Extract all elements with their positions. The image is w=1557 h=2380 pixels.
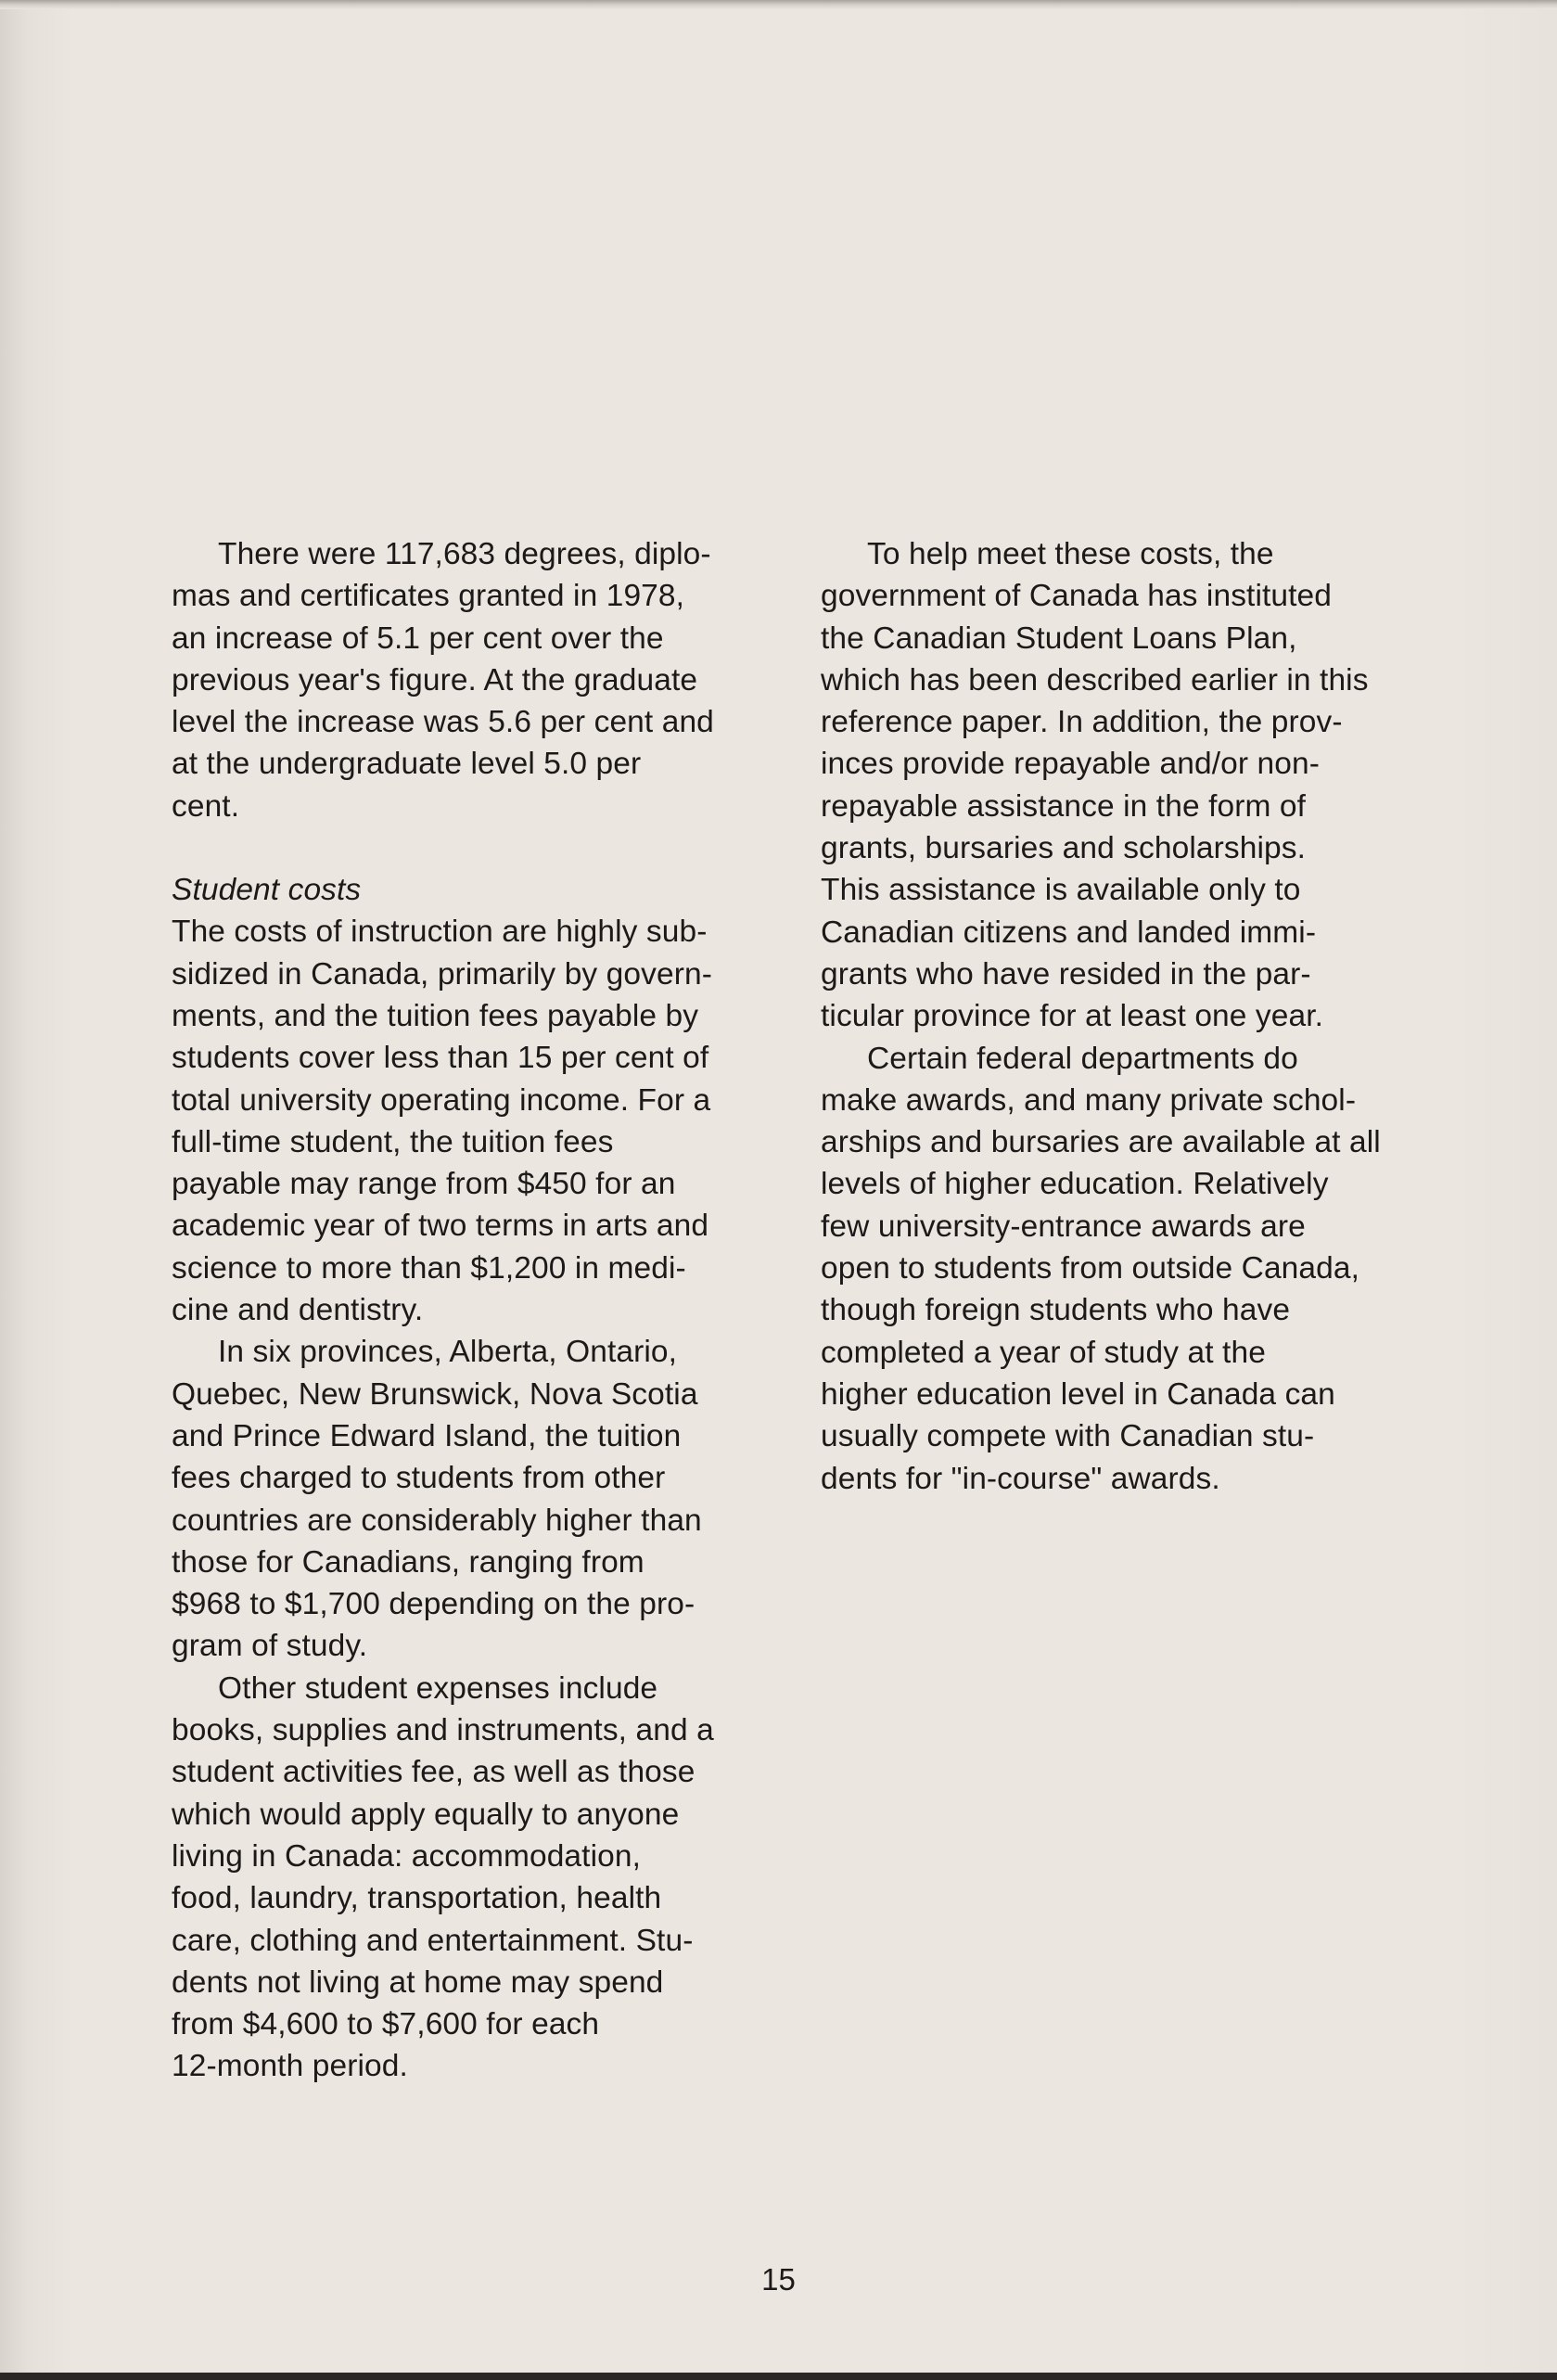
text-line: which has been described earlier in this <box>821 662 1369 697</box>
text-line: science to more than $1,200 in medi- <box>172 1250 686 1286</box>
text-line: grants who have resided in the par- <box>821 956 1311 992</box>
text-line: ticular province for at least one year. <box>821 999 1324 1034</box>
page-bottom-edge <box>0 2373 1557 2380</box>
text-line: and Prince Edward Island, the tuition <box>172 1418 682 1453</box>
text-line: total university operating income. For a <box>172 1082 711 1118</box>
text-line: care, clothing and entertainment. Stu- <box>172 1923 694 1958</box>
text-line: the Canadian Student Loans Plan, <box>821 621 1297 656</box>
text-line: previous year's figure. At the graduate <box>172 662 698 697</box>
text-line: repayable assistance in the form of <box>821 788 1307 824</box>
text-line: mas and certificates granted in 1978, <box>172 579 685 614</box>
text-line: government of Canada has instituted <box>821 579 1333 614</box>
text-line: books, supplies and instruments, and a <box>172 1713 714 1748</box>
text-line: which would apply equally to anyone <box>172 1797 680 1832</box>
text-line: arships and bursaries are available at all <box>821 1125 1381 1160</box>
text-line: This assistance is available only to <box>821 873 1301 908</box>
text-line: higher education level in Canada can <box>821 1376 1335 1412</box>
text-line: Quebec, New Brunswick, Nova Scotia <box>172 1376 698 1412</box>
text-line: Other student expenses include <box>218 1670 658 1706</box>
paragraph-degrees <box>172 533 784 827</box>
text-line: level the increase was 5.6 per cent and <box>172 705 714 740</box>
text-line: an increase of 5.1 per cent over the <box>172 621 664 656</box>
right-column <box>821 533 1433 1500</box>
text-line: food, laundry, transportation, health <box>172 1881 662 1916</box>
text-line: In six provinces, Alberta, Ontario, <box>218 1335 678 1370</box>
text-line: ments, and the tuition fees payable by <box>172 998 699 1033</box>
text-line: cine and dentistry. <box>172 1293 424 1328</box>
text-line: levels of higher education. Relatively <box>821 1167 1329 1202</box>
text-line: make awards, and many private schol- <box>821 1082 1357 1118</box>
text-line: few university-entrance awards are <box>821 1209 1306 1244</box>
paragraph-costs-of-instruction <box>172 911 784 1331</box>
text-line: academic year of two terms in arts and <box>172 1209 709 1244</box>
text-line: sidized in Canada, primarily by govern- <box>172 956 712 992</box>
text-line: students cover less than 15 per cent of <box>172 1041 709 1076</box>
text-line: cent. <box>172 788 240 824</box>
text-line: open to students from outside Canada, <box>821 1251 1360 1286</box>
text-line: Certain federal departments do <box>867 1041 1298 1076</box>
text-line: To help meet these costs, the <box>867 537 1274 571</box>
text-line: grants, bursaries and scholarships. <box>821 831 1307 866</box>
text-line: payable may range from $450 for an <box>172 1167 676 1202</box>
paragraph-federal-awards <box>821 1038 1433 1500</box>
text-line: living in Canada: accommodation, <box>172 1838 641 1874</box>
paragraph-other-expenses <box>172 1668 784 2088</box>
text-line: from $4,600 to $7,600 for each <box>172 2007 600 2042</box>
text-line: fees charged to students from other <box>172 1461 666 1496</box>
text-line: completed a year of study at the <box>821 1335 1266 1370</box>
text-line: full-time student, the tuition fees <box>172 1124 614 1159</box>
paragraph-student-loans <box>821 533 1433 1038</box>
text-line: though foreign students who have <box>821 1293 1291 1328</box>
page-number: 15 <box>761 2262 796 2297</box>
text-line: those for Canadians, ranging from <box>172 1544 644 1580</box>
text-line: 12-month period. <box>172 2049 408 2084</box>
text-line: The costs of instruction are highly sub- <box>172 915 708 950</box>
page-top-edge <box>0 0 1557 9</box>
paragraph-six-provinces <box>172 1331 784 1667</box>
text-line: at the undergraduate level 5.0 per <box>172 747 642 782</box>
subheading-student-costs: Student costs <box>172 873 362 908</box>
text-line: usually compete with Canadian stu- <box>821 1419 1315 1454</box>
text-line: inces provide repayable and/or non- <box>821 747 1320 782</box>
text-line: gram of study. <box>172 1629 368 1664</box>
text-line: student activities fee, as well as those <box>172 1755 696 1790</box>
text-line: There were 117,683 degrees, diplo- <box>218 537 711 571</box>
text-line: Canadian citizens and landed immi- <box>821 915 1317 950</box>
left-column <box>172 533 784 2088</box>
text-line: countries are considerably higher than <box>172 1503 702 1538</box>
text-line: dents for "in-course" awards. <box>821 1461 1220 1496</box>
text-line: $968 to $1,700 depending on the pro- <box>172 1587 696 1622</box>
text-line: reference paper. In addition, the prov- <box>821 705 1343 740</box>
text-line: dents not living at home may spend <box>172 1964 664 2000</box>
